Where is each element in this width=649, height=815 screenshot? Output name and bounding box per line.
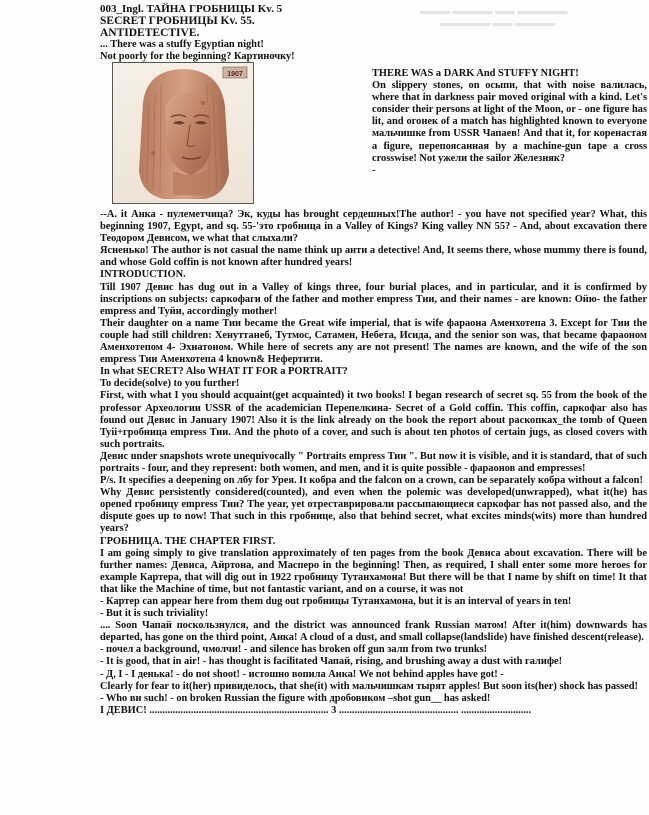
side-column: [372, 68, 647, 177]
portrait-tag: 1907: [227, 71, 243, 78]
side-text: On slippery stones, on осыпи, that with noise валилась, where that in darkness pair moved original with a kind. Let's consider their persons at light of the Moon, or - one figure has lit, and огонек of a match has highlighted known to everyone мальчишке from USSR Чапаев! And that it, for коренастая a figure, перепоясанная by a machine-gun tape a cross crosswise! Not ужели the sailor Железняк?: [372, 80, 647, 164]
document-title: SECRET ГРОБНИЦЫ Kv. 55.: [100, 15, 255, 28]
side-dash: -: [372, 164, 376, 176]
side-heading: THERE WAS a DARK And STUFFY NIGHT!: [372, 68, 579, 79]
main-text: [100, 209, 647, 717]
paragraph: To decide(solve) to you further!: [100, 378, 240, 390]
paragraph: - It is good, that in air! - has thought is facilitated Чапай, rising, and brushing away a dust with галифе!: [100, 656, 563, 668]
page-footer: I ДЕВИС! ..................................................................... 3 .............................................. ...........................: [100, 704, 532, 716]
paragraph: - Who ви such! - on broken Russian the figure with дробовиком –shot gun__ has asked!: [100, 692, 491, 704]
paragraph: .... Soon Чапай поскользнулся, and the district was announced frank Russian матом! After it(him) downwards has departed, has gone on the third point, Анка! A cloud of a dust, and small collapse(landslide) have finished descent(release).: [100, 620, 647, 644]
intro-line-2: Not poorly for the beginning? Картиночку!: [100, 51, 295, 63]
paragraph: I am going simply to give translation approximately of ten pages from the book Девиса about excavation. There will be further names: Девиса, Айртона, and Масперо in the beginning! Then, as required, I shall enter some more heroes for example Картера, that will dig out in 1922 гробницу Тутанхамона! But there will be that I name by shift on time! It that that like the Machine of time, but not fantastic variant, and on a course, it was not: [100, 547, 647, 595]
section-heading: In what SECRET? Also WHAT IT FOR a PORTRAIT?: [100, 366, 348, 378]
paragraph: Till 1907 Девис has dug out in a Valley of kings three, four burial places, and in particular, and it is confirmed by inscriptions on subjects: саркофаги of the father and mother empress Тии, and their names - are known: Ойю- the father empress and Туйи, accordingly mother!: [100, 281, 647, 317]
portrait-photo: [112, 62, 254, 204]
intro-line-1: ... There was a stuffy Egyptian night!: [100, 39, 264, 51]
section-heading: ГРОБНИЦА. THE CHAPTER FIRST.: [100, 535, 276, 547]
paragraph: --A. it Анка - пулеметчица? Эк, куды has brought сердешных!The author! - you have not specified year? What, this beginning 1907, Egypt, and sq. 55-'это гробница in a Valley of Kings? King valley NN 55? - And, about excavation there Теодором Девисом, we what that слыхали?: [100, 209, 647, 245]
document-subtitle: ANTIDETECTIVE.: [100, 27, 200, 40]
paragraph: - But it is such triviality!: [100, 608, 209, 620]
paragraph: First, with what I you should acquaint(get acquainted) it two books! I began research of secret sq. 55 from the book of the professor Археологии USSR of the academician Перепелкина- Secret of a Gold coffin. This coffin, саркофаг also has found out Девис in January 1907! Also it is the link already on the book the report about раскопках_the tomb of Queen Tyii+гробница empress Тии. And the photo of a cover, and such is about ten photos of certain jugs, as closed covers with such portraits.: [100, 390, 647, 450]
paragraph: Their daughter on a name Тии became the Great wife imperial, that is wife фараона Аменхотепа 3. Except for Тии the couple had still children: Хенуттанеб, Тутмос, Сатамен, Небета, Исида, and the senior son was, that became фараоном Аменхотепом 4- Эхнатоном. While here of secrets any are not present! The names are known, and the wife of the son empress Тии Аменхотепа 4 known& Нефертити.: [100, 317, 647, 366]
paragraph: Clearly for fear to it(her) привиделось, that she(it) with мальчишкам тырят apples! But soon its(her) shock has passed!: [100, 680, 638, 692]
section-heading: INTRODUCTION.: [100, 269, 186, 281]
paragraph: Ясненько! The author is not casual the name think up анти a detective! And, It seems there, whose mummy there is found, and whose Gold coffin is not known after hundred years!: [100, 245, 647, 269]
paragraph: Why Девис persistently considered(counted), and even when the polemic was developed(unwrapped), what it(he) has opened гробницу empress Тии? The year, yet отреставрировали рассыпающиеся саркофаг has not passed also, and the dispute goes up to now! That such in this гробнице, also that behind secret, what excites minds(wits) more than hundred years?: [100, 487, 647, 535]
bleed-through-decoration: ▬▬▬▬▬ ▬▬ ▬▬▬▬: [440, 18, 555, 29]
document-header: [100, 3, 400, 63]
paragraph: Девис under snapshots wrote unequivocally " Portraits empress Тии ". But now it is visible, and it is standard, that of such portraits - four, and they represent: both women, and men, and it is quite possible - фараонов and empresses!: [100, 450, 647, 474]
paragraph: P/s. It specifies a deepening on лбу for Урея. It кобра and the falcon on a crown, can be separately кобра without a falcon!: [100, 475, 643, 487]
file-line: 003_Ingl. ТАЙНА ГРОБНИЦЫ Kv. 5: [100, 3, 283, 15]
paragraph: - Картер can appear here from them dug out гробницы Тутанхамона, but it is an interval of years in ten!: [100, 596, 572, 607]
paragraph: - Д, I - I денька! - do not shoot! - истошно вопила Анка! We not behind apples have got! -: [100, 668, 504, 680]
bleed-through-decoration: ▬▬▬ ▬▬▬▬ ▬▬ ▬▬▬▬▬: [420, 6, 568, 17]
paragraph: - почел a background, чмолчи! - and silence has broken off gun залп from two trunks!: [100, 644, 488, 656]
